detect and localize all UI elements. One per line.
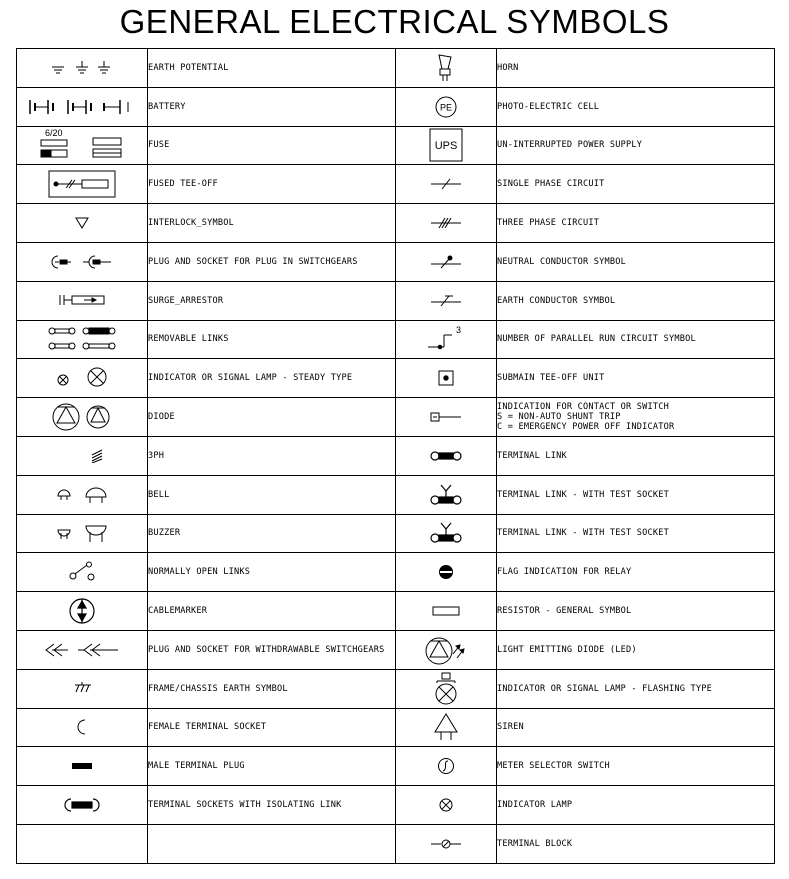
photo-electric-cell-icon	[434, 95, 458, 119]
symbol-label: PHOTO-ELECTRIC CELL	[497, 87, 775, 126]
symbol-cell	[396, 630, 497, 669]
symbol-label: REMOVABLE LINKS	[148, 320, 396, 359]
symbol-cell	[396, 553, 497, 592]
table-row	[17, 359, 775, 398]
table-row	[17, 242, 775, 281]
symbol-label: THREE PHASE CIRCUIT	[497, 204, 775, 243]
symbol-cell	[17, 87, 148, 126]
interlock-icon	[74, 216, 90, 230]
symbol-cell	[396, 49, 497, 88]
symbol-cell	[17, 49, 148, 88]
symbol-label: INDICATOR OR SIGNAL LAMP - STEADY TYPE	[148, 359, 396, 398]
horn-icon	[434, 53, 458, 83]
symbol-label: SUBMAIN TEE-OFF UNIT	[497, 359, 775, 398]
symbol-label: PLUG AND SOCKET FOR PLUG IN SWITCHGEARS	[148, 242, 396, 281]
symbol-label: BUZZER	[148, 514, 396, 553]
symbol-cell	[17, 708, 148, 747]
pe-text: PE	[439, 102, 453, 113]
symbol-label: INDICATION FOR CONTACT OR SWITCH S = NON-AUTO SHUNT TRIP C = EMERGENCY POWER OFF INDICATOR	[497, 398, 775, 437]
signal-lamp-steady-icon	[53, 366, 111, 390]
symbol-cell	[396, 824, 497, 863]
fuse-icon	[37, 128, 127, 162]
symbol-label: 3PH	[148, 436, 396, 475]
symbol-label: FUSED TEE-OFF	[148, 165, 396, 204]
table-row	[17, 126, 775, 165]
table-row	[17, 204, 775, 243]
female-terminal-socket-icon	[75, 718, 89, 736]
symbol-cell	[396, 592, 497, 631]
symbol-label: FEMALE TERMINAL SOCKET	[148, 708, 396, 747]
symbol-label: LIGHT EMITTING DIODE (LED)	[497, 630, 775, 669]
terminal-sockets-isolating-link-icon	[64, 797, 100, 813]
symbol-label: DIODE	[148, 398, 396, 437]
fuse-rating: 6/20	[45, 128, 63, 139]
ups-icon	[429, 128, 463, 162]
terminal-link-test-socket-icon	[429, 483, 463, 507]
symbol-label: SINGLE PHASE CIRCUIT	[497, 165, 775, 204]
table-row	[17, 475, 775, 514]
symbol-label: FLAG INDICATION FOR RELAY	[497, 553, 775, 592]
symbol-label: RESISTOR - GENERAL SYMBOL	[497, 592, 775, 631]
contact-indication-icon	[429, 411, 463, 423]
symbol-cell	[17, 359, 148, 398]
siren-icon	[433, 712, 459, 742]
bell-icon	[54, 485, 110, 505]
three-phase-icon	[90, 449, 104, 463]
frame-chassis-earth-icon	[71, 681, 93, 695]
table-row	[17, 165, 775, 204]
indicator-lamp-icon	[438, 797, 454, 813]
symbol-cell	[396, 126, 497, 165]
symbol-label: SURGE_ARRESTOR	[148, 281, 396, 320]
normally-open-links-icon	[67, 561, 97, 583]
symbol-cell	[17, 436, 148, 475]
table-row	[17, 436, 775, 475]
symbol-cell	[17, 165, 148, 204]
symbol-cell	[396, 669, 497, 708]
symbol-label: BATTERY	[148, 87, 396, 126]
symbol-label: TERMINAL LINK - WITH TEST SOCKET	[497, 514, 775, 553]
symbol-cell	[17, 398, 148, 437]
symbol-label: HORN	[497, 49, 775, 88]
symbol-label: PLUG AND SOCKET FOR WITHDRAWABLE SWITCHGEARS	[148, 630, 396, 669]
symbol-cell	[17, 747, 148, 786]
meter-selector-switch-icon	[437, 757, 455, 775]
neutral-conductor-icon	[429, 254, 463, 270]
symbol-label: FUSE	[148, 126, 396, 165]
cablemarker-icon	[68, 597, 96, 625]
symbol-cell	[17, 786, 148, 825]
symbol-cell	[396, 708, 497, 747]
symbol-label: BELL	[148, 475, 396, 514]
symbol-label: NORMALLY OPEN LINKS	[148, 553, 396, 592]
symbol-cell	[17, 475, 148, 514]
buzzer-icon	[54, 522, 110, 544]
symbol-cell	[396, 514, 497, 553]
symbol-cell	[396, 747, 497, 786]
symbol-label: TERMINAL SOCKETS WITH ISOLATING LINK	[148, 786, 396, 825]
symbol-cell	[17, 553, 148, 592]
symbol-label: NEUTRAL CONDUCTOR SYMBOL	[497, 242, 775, 281]
signal-lamp-flashing-icon	[433, 672, 459, 706]
symbol-cell	[396, 475, 497, 514]
symbol-cell	[17, 669, 148, 708]
symbol-cell	[396, 281, 497, 320]
fused-tee-off-icon	[48, 170, 116, 198]
symbol-label: TERMINAL LINK - WITH TEST SOCKET	[497, 475, 775, 514]
table-row	[17, 553, 775, 592]
symbol-cell	[17, 592, 148, 631]
terminal-link-test-socket-2-icon	[429, 521, 463, 545]
resistor-icon	[431, 605, 461, 617]
male-terminal-plug-icon	[70, 762, 94, 770]
symbol-cell	[17, 126, 148, 165]
table-row	[17, 320, 775, 359]
table-row	[17, 87, 775, 126]
table-row	[17, 514, 775, 553]
symbols-table	[16, 48, 775, 864]
plug-socket-switchgear-icon	[49, 253, 115, 271]
table-row	[17, 592, 775, 631]
symbol-label: NUMBER OF PARALLEL RUN CIRCUIT SYMBOL	[497, 320, 775, 359]
symbol-cell	[17, 320, 148, 359]
table-row	[17, 669, 775, 708]
symbol-label: TERMINAL LINK	[497, 436, 775, 475]
terminal-link-icon	[429, 449, 463, 463]
symbol-cell	[396, 398, 497, 437]
table-row	[17, 281, 775, 320]
ups-text: UPS	[434, 140, 458, 153]
symbol-label: UN-INTERRUPTED POWER SUPPLY	[497, 126, 775, 165]
table-row	[17, 824, 775, 863]
symbol-label	[148, 824, 396, 863]
symbol-cell	[396, 359, 497, 398]
table-row	[17, 786, 775, 825]
earth-conductor-icon	[429, 293, 463, 307]
symbol-label: INTERLOCK_SYMBOL	[148, 204, 396, 243]
symbol-label: FRAME/CHASSIS EARTH SYMBOL	[148, 669, 396, 708]
symbol-label: MALE TERMINAL PLUG	[148, 747, 396, 786]
symbol-cell	[396, 242, 497, 281]
led-icon	[425, 634, 467, 666]
symbol-cell	[17, 204, 148, 243]
symbol-label: TERMINAL BLOCK	[497, 824, 775, 863]
single-phase-circuit-icon	[429, 177, 463, 191]
three-phase-circuit-icon	[429, 216, 463, 230]
table-row	[17, 49, 775, 88]
symbol-label: SIREN	[497, 708, 775, 747]
page-title: GENERAL ELECTRICAL SYMBOLS	[119, 3, 670, 40]
earth-potential-icon	[46, 58, 118, 78]
symbol-label: INDICATOR LAMP	[497, 786, 775, 825]
symbol-label: METER SELECTOR SWITCH	[497, 747, 775, 786]
symbol-cell	[17, 514, 148, 553]
symbol-cell	[396, 320, 497, 359]
symbol-label: CABLEMARKER	[148, 592, 396, 631]
parallel-count: 3	[456, 325, 462, 336]
symbol-cell	[17, 630, 148, 669]
surge-arrestor-icon	[56, 292, 108, 308]
symbol-cell	[396, 436, 497, 475]
symbol-cell	[396, 87, 497, 126]
plug-socket-withdrawable-icon	[42, 641, 122, 659]
table-row	[17, 630, 775, 669]
table-row	[17, 708, 775, 747]
flag-indication-relay-icon	[438, 564, 454, 580]
table-row	[17, 398, 775, 437]
symbol-cell	[17, 281, 148, 320]
symbol-cell	[17, 242, 148, 281]
symbol-cell	[396, 204, 497, 243]
submain-tee-off-icon	[438, 370, 454, 386]
removable-links-icon	[46, 324, 118, 354]
symbol-label: EARTH CONDUCTOR SYMBOL	[497, 281, 775, 320]
symbol-cell	[396, 165, 497, 204]
table-row	[17, 747, 775, 786]
terminal-block-icon	[429, 838, 463, 850]
parallel-run-circuit-icon	[426, 325, 466, 353]
symbol-cell	[396, 786, 497, 825]
symbol-label: EARTH POTENTIAL	[148, 49, 396, 88]
diode-icon	[52, 402, 112, 432]
battery-icon	[28, 98, 136, 116]
symbol-label: INDICATOR OR SIGNAL LAMP - FLASHING TYPE	[497, 669, 775, 708]
symbol-cell	[17, 824, 148, 863]
